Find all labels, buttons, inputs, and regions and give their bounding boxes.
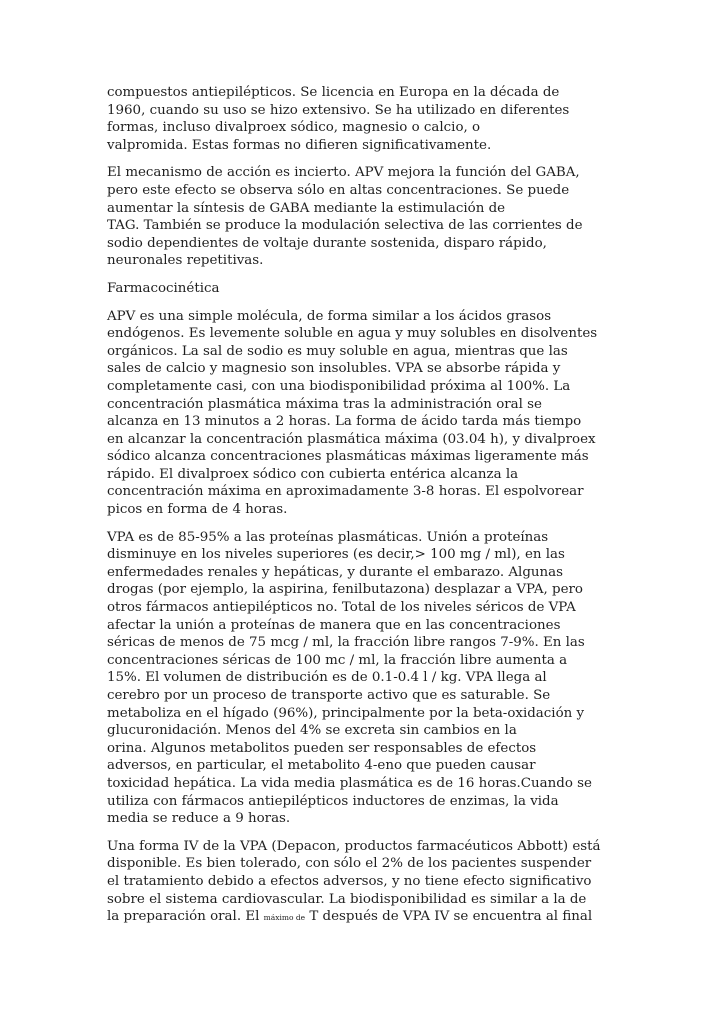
text-line: aumentar la síntesis de GABA mediante la estimulación de — [107, 200, 506, 216]
text-line: el tratamiento debido a efectos adversos, y no tiene efecto significativo — [107, 873, 592, 889]
document-page — [107, 84, 631, 937]
text-line: afectar la unión a proteínas de manera que en las concentraciones — [107, 617, 561, 633]
text-line: rápido. El divalproex sódico con cubierta entérica alcanza la — [107, 466, 519, 482]
text-line: drogas (por ejemplo, la aspirina, fenilbutazona) desplazar a VPA, pero — [107, 582, 583, 598]
text-line: picos en forma de 4 horas. — [107, 502, 288, 518]
text-line: compuestos antiepilépticos. Se licencia en Europa en la década de — [107, 85, 560, 100]
paragraph-iv-form — [107, 838, 631, 927]
text-line: El mecanismo de acción es incierto. APV mejora la función del GABA, — [107, 165, 580, 181]
text-fragment: la preparación oral. El — [107, 909, 264, 925]
text-line: adversos, en particular, el metabolito 4-eno que pueden causar — [107, 758, 536, 774]
text-line: Una forma IV de la VPA (Depacon, productos farmacéuticos Abbott) está — [107, 838, 601, 854]
text-line: concentración plasmática máxima tras la administración oral se — [107, 396, 542, 412]
text-line: formas, incluso divalproex sódico, magnesio o calcio, o — [107, 120, 481, 136]
text-line: APV es una simple molécula, de forma similar a los ácidos grasos — [107, 308, 552, 324]
text-line: media se reduce a 9 horas. — [107, 811, 291, 827]
text-line: 1960, cuando su uso se hizo extensivo. Se ha utilizado en diferentes — [107, 102, 570, 118]
paragraph-protein-binding — [107, 529, 631, 828]
text-line: neuronales repetitivas. — [107, 253, 264, 269]
text-line: séricas de menos de 75 mcg / ml, la fracción libre rangos 7-9%. En las — [107, 635, 585, 651]
text-line: cerebro por un proceso de transporte activo que es saturable. Se — [107, 688, 551, 703]
text-line: otros fármacos antiepilépticos no. Total de los niveles séricos de VPA — [107, 600, 576, 616]
text-line: sodio dependientes de voltaje durante sostenida, disparo rápido, — [107, 235, 547, 251]
section-heading — [107, 280, 631, 298]
text-line: orgánicos. La sal de sodio es muy soluble en agua, mientras que las — [107, 343, 568, 359]
text-line: enfermedades renales y hepáticas, y durante el embarazo. Algunas — [107, 564, 563, 580]
text-line: disponible. Es bien tolerado, con sólo el 2% de los pacientes suspender — [107, 856, 592, 872]
paragraph-pharmacokinetics — [107, 308, 631, 519]
text-line: alcanza en 13 minutos a 2 horas. La forma de ácido tarda más tiempo — [107, 414, 582, 430]
text-line-with-subscript — [107, 908, 631, 927]
small-text: máximo de — [263, 913, 306, 923]
text-line: 15%. El volumen de distribución es de 0.1-0.4 l / kg. VPA llega al — [107, 670, 547, 686]
text-line: TAG. También se produce la modulación selectiva de las corrientes de — [107, 218, 583, 234]
text-line: sódico alcanza concentraciones plasmáticas máximas ligeramente más — [107, 449, 589, 465]
text-line: concentración máxima en aproximadamente 3-8 horas. El espolvorear — [107, 484, 584, 500]
paragraph-intro — [107, 84, 631, 154]
text-fragment: T después de VPA IV se encuentra al final — [305, 909, 593, 925]
paragraph-mechanism — [107, 164, 631, 270]
text-line: valpromida. Estas formas no difieren significativamente. — [107, 137, 492, 153]
text-line: metaboliza en el hígado (96%), principalmente por la beta-oxidación y — [107, 705, 585, 721]
text-line: en alcanzar la concentración plasmática máxima (03.04 h), y divalproex — [107, 431, 596, 447]
text-line: endógenos. Es levemente soluble en agua y muy solubles en disolventes — [107, 326, 598, 342]
text-line: completamente casi, con una biodisponibilidad próxima al 100%. La — [107, 378, 571, 394]
text-line: concentraciones séricas de 100 mc / ml, la fracción libre aumenta a — [107, 652, 568, 668]
text-line: sobre el sistema cardiovascular. La biodisponibilidad es similar a la de — [107, 891, 587, 907]
text-line: glucuronidación. Menos del 4% se excreta sin cambios en la — [107, 723, 517, 739]
text-line: sales de calcio y magnesio son insolubles. VPA se absorbe rápida y — [107, 361, 561, 377]
text-line: pero este efecto se observa sólo en altas concentraciones. Se puede — [107, 182, 570, 198]
heading-farmacocinetica: Farmacocinética — [107, 280, 220, 296]
text-line: VPA es de 85-95% a las proteínas plasmáticas. Unión a proteínas — [107, 529, 549, 545]
text-line: toxicidad hepática. La vida media plasmática es de 16 horas.Cuando se — [107, 775, 592, 791]
text-line: orina. Algunos metabolitos pueden ser responsables de efectos — [107, 740, 537, 756]
text-line: disminuye en los niveles superiores (es decir,> 100 mg / ml), en las — [107, 547, 565, 563]
text-line: utiliza con fármacos antiepilépticos inductores de enzimas, la vida — [107, 793, 559, 809]
